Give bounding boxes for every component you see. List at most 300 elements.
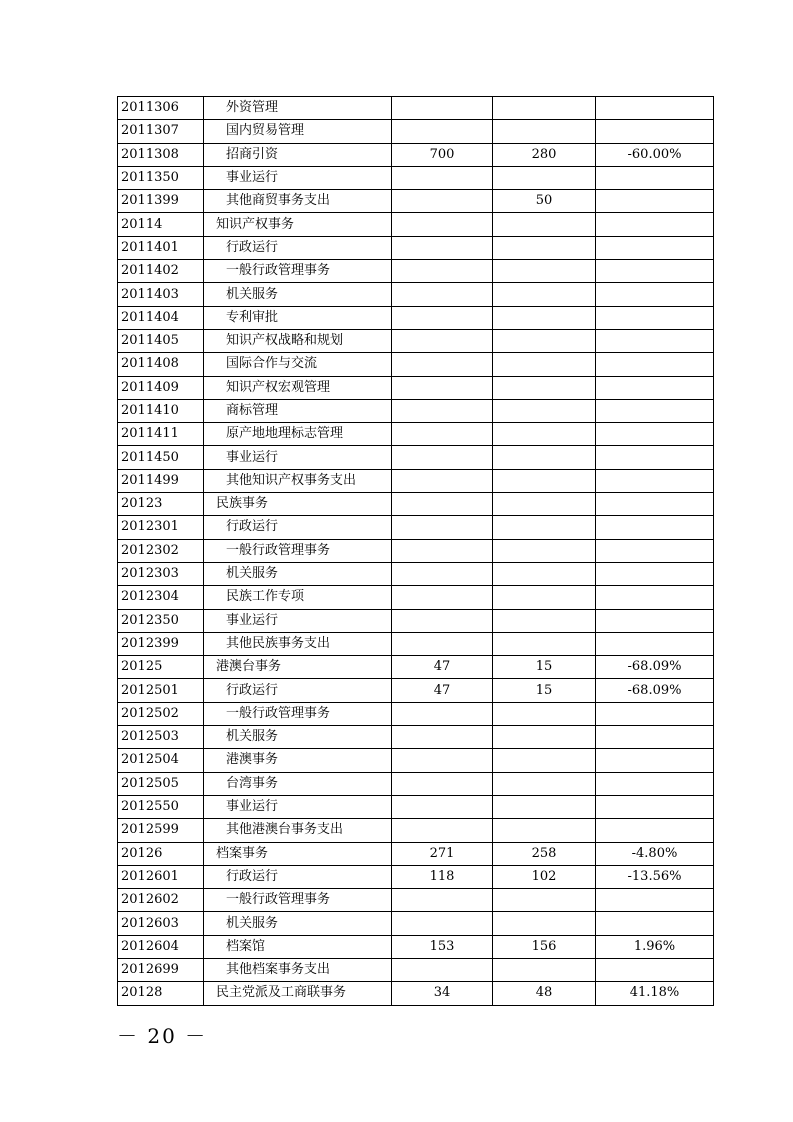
subject-name-text: 机关服务 [226, 915, 279, 931]
subject-name-cell [204, 120, 392, 143]
curr-value-cell [493, 260, 596, 283]
subject-name-text: 外资管理 [226, 100, 279, 116]
subject-name-cell [204, 982, 392, 1005]
subject-name-text: 知识产权战略和规划 [226, 333, 344, 349]
prev-value-cell [392, 213, 493, 236]
subject-name-cell [204, 912, 392, 935]
subject-name-cell [204, 819, 392, 842]
table-row [118, 260, 714, 283]
change-rate-text: -68.09% [627, 659, 682, 675]
table-row [118, 120, 714, 143]
subject-code-text: 2011402 [121, 263, 179, 279]
subject-code-cell [118, 562, 204, 585]
subject-name-cell [204, 493, 392, 516]
prev-value-cell [392, 493, 493, 516]
change-rate-cell [596, 469, 714, 492]
subject-code-text: 20123 [121, 496, 163, 512]
subject-name-text: 民族事务 [216, 496, 269, 512]
subject-code-cell [118, 97, 204, 120]
subject-code-text: 2011401 [121, 239, 179, 255]
change-rate-cell [596, 679, 714, 702]
subject-code-cell [118, 399, 204, 422]
subject-code-text: 2011404 [121, 309, 179, 325]
curr-value-cell [493, 166, 596, 189]
subject-name-cell [204, 632, 392, 655]
prev-value-cell [392, 469, 493, 492]
subject-code-text: 2012501 [121, 682, 179, 698]
prev-value-cell [392, 795, 493, 818]
table-row [118, 632, 714, 655]
subject-code-text: 2012503 [121, 729, 179, 745]
prev-value-cell [392, 260, 493, 283]
table-row [118, 423, 714, 446]
subject-name-text: 事业运行 [226, 799, 279, 815]
change-rate-cell [596, 353, 714, 376]
subject-code-text: 2012604 [121, 938, 179, 954]
change-rate-cell [596, 213, 714, 236]
subject-code-cell [118, 236, 204, 259]
curr-value-cell [493, 958, 596, 981]
change-rate-cell [596, 190, 714, 213]
subject-code-cell [118, 213, 204, 236]
change-rate-text: 41.18% [629, 985, 680, 1001]
change-rate-cell [596, 516, 714, 539]
subject-code-text: 2012505 [121, 775, 179, 791]
subject-code-cell [118, 819, 204, 842]
subject-name-text: 原产地地理标志管理 [226, 426, 344, 442]
prev-value-cell [392, 143, 493, 166]
subject-name-text: 一般行政管理事务 [226, 542, 331, 558]
subject-name-text: 其他商贸事务支出 [226, 193, 331, 209]
subject-code-cell [118, 493, 204, 516]
subject-code-cell [118, 539, 204, 562]
curr-value-cell [493, 819, 596, 842]
subject-name-cell [204, 469, 392, 492]
curr-value-cell [493, 376, 596, 399]
table-row [118, 935, 714, 958]
subject-name-cell [204, 213, 392, 236]
curr-value-cell [493, 726, 596, 749]
table-row [118, 865, 714, 888]
change-rate-cell [596, 819, 714, 842]
subject-code-text: 2011408 [121, 356, 179, 372]
subject-code-text: 2012504 [121, 752, 179, 768]
subject-name-cell [204, 97, 392, 120]
prev-value-cell [392, 772, 493, 795]
subject-code-text: 20126 [121, 845, 163, 861]
table-row [118, 469, 714, 492]
subject-code-text: 2011403 [121, 286, 179, 302]
subject-code-cell [118, 889, 204, 912]
change-rate-cell [596, 446, 714, 469]
subject-code-cell [118, 912, 204, 935]
curr-value-cell [493, 586, 596, 609]
subject-code-text: 2011399 [121, 193, 179, 209]
subject-code-cell [118, 958, 204, 981]
subject-code-cell [118, 749, 204, 772]
change-rate-cell [596, 236, 714, 259]
subject-code-text: 2012550 [121, 799, 179, 815]
subject-code-text: 2012599 [121, 822, 179, 838]
subject-name-cell [204, 865, 392, 888]
change-rate-cell [596, 865, 714, 888]
prev-value-cell [392, 539, 493, 562]
subject-name-cell [204, 772, 392, 795]
subject-code-text: 2012502 [121, 705, 179, 721]
subject-name-text: 招商引资 [226, 146, 279, 162]
prev-value-cell [392, 656, 493, 679]
change-rate-cell [596, 97, 714, 120]
subject-name-cell [204, 446, 392, 469]
subject-code-text: 2011410 [121, 403, 179, 418]
prev-value-cell [392, 423, 493, 446]
change-rate-cell [596, 749, 714, 772]
prev-value-cell [392, 562, 493, 585]
curr-value-text: 50 [535, 193, 553, 209]
prev-value-text: 118 [429, 868, 455, 884]
subject-code-text: 2011306 [121, 100, 179, 116]
subject-name-cell [204, 143, 392, 166]
page-number: － 20 － [117, 1024, 208, 1048]
prev-value-text: 34 [433, 985, 451, 1001]
prev-value-cell [392, 889, 493, 912]
table-row [118, 329, 714, 352]
subject-name-cell [204, 562, 392, 585]
prev-value-cell [392, 329, 493, 352]
change-rate-cell [596, 772, 714, 795]
change-rate-text: -13.56% [627, 868, 682, 884]
subject-name-text: 行政运行 [226, 519, 279, 535]
prev-value-cell [392, 516, 493, 539]
table-row [118, 726, 714, 749]
curr-value-cell [493, 97, 596, 120]
table-row [118, 516, 714, 539]
subject-name-cell [204, 539, 392, 562]
subject-code-cell [118, 795, 204, 818]
table-row [118, 586, 714, 609]
curr-value-cell [493, 656, 596, 679]
table-row [118, 283, 714, 306]
curr-value-cell [493, 912, 596, 935]
subject-name-text: 机关服务 [226, 729, 279, 745]
subject-name-text: 事业运行 [226, 170, 279, 186]
subject-name-text: 商标管理 [226, 403, 279, 418]
subject-code-text: 2012304 [121, 589, 179, 605]
curr-value-cell [493, 982, 596, 1005]
subject-code-cell [118, 446, 204, 469]
budget-table [117, 96, 714, 1006]
subject-code-cell [118, 423, 204, 446]
prev-value-cell [392, 609, 493, 632]
subject-name-text: 事业运行 [226, 612, 279, 628]
subject-name-text: 知识产权事务 [216, 216, 295, 232]
curr-value-cell [493, 283, 596, 306]
subject-code-text: 2011350 [121, 170, 179, 186]
subject-code-text: 2012603 [121, 915, 179, 931]
curr-value-cell [493, 516, 596, 539]
subject-name-text: 行政运行 [226, 682, 279, 698]
subject-name-cell [204, 935, 392, 958]
subject-name-text: 档案事务 [216, 845, 269, 861]
subject-code-text: 2012601 [121, 868, 179, 884]
prev-value-cell [392, 842, 493, 865]
table-row [118, 399, 714, 422]
subject-code-cell [118, 586, 204, 609]
prev-value-text: 700 [429, 146, 455, 162]
subject-name-cell [204, 399, 392, 422]
subject-code-cell [118, 632, 204, 655]
subject-code-cell [118, 865, 204, 888]
subject-name-cell [204, 329, 392, 352]
change-rate-cell [596, 609, 714, 632]
subject-code-cell [118, 726, 204, 749]
subject-name-cell [204, 166, 392, 189]
subject-name-cell [204, 423, 392, 446]
subject-name-text: 知识产权宏观管理 [226, 379, 331, 395]
curr-value-cell [493, 236, 596, 259]
table-row [118, 376, 714, 399]
table-row [118, 679, 714, 702]
curr-value-cell [493, 539, 596, 562]
subject-code-text: 2012699 [121, 962, 179, 978]
curr-value-text: 15 [535, 682, 553, 698]
prev-value-cell [392, 749, 493, 772]
subject-name-text: 港澳台事务 [216, 659, 282, 675]
curr-value-cell [493, 562, 596, 585]
curr-value-cell [493, 772, 596, 795]
curr-value-cell [493, 935, 596, 958]
subject-code-cell [118, 656, 204, 679]
change-rate-cell [596, 935, 714, 958]
subject-code-text: 2012399 [121, 635, 179, 651]
subject-name-text: 一般行政管理事务 [226, 892, 331, 908]
prev-value-cell [392, 353, 493, 376]
change-rate-cell [596, 423, 714, 446]
table-row [118, 819, 714, 842]
change-rate-cell [596, 283, 714, 306]
prev-value-text: 47 [433, 682, 451, 698]
table-row [118, 353, 714, 376]
curr-value-text: 258 [531, 845, 557, 861]
subject-code-text: 2011409 [121, 379, 179, 395]
prev-value-cell [392, 120, 493, 143]
table-row [118, 236, 714, 259]
curr-value-cell [493, 353, 596, 376]
prev-value-cell [392, 446, 493, 469]
subject-name-text: 其他民族事务支出 [226, 635, 331, 651]
subject-code-cell [118, 469, 204, 492]
prev-value-cell [392, 190, 493, 213]
subject-name-text: 其他港澳台事务支出 [226, 822, 344, 838]
subject-name-cell [204, 679, 392, 702]
curr-value-cell [493, 120, 596, 143]
subject-code-cell [118, 842, 204, 865]
curr-value-cell [493, 889, 596, 912]
curr-value-cell [493, 493, 596, 516]
table-row [118, 213, 714, 236]
prev-value-cell [392, 632, 493, 655]
table-row [118, 982, 714, 1005]
subject-code-cell [118, 935, 204, 958]
subject-code-cell [118, 609, 204, 632]
table-row [118, 772, 714, 795]
subject-name-text: 民主党派及工商联事务 [216, 985, 347, 1001]
change-rate-text: -68.09% [627, 682, 682, 698]
curr-value-cell [493, 306, 596, 329]
table-row [118, 143, 714, 166]
table-body [118, 97, 714, 1006]
subject-code-cell [118, 329, 204, 352]
curr-value-cell [493, 423, 596, 446]
prev-value-cell [392, 819, 493, 842]
subject-code-cell [118, 143, 204, 166]
change-rate-cell [596, 120, 714, 143]
change-rate-cell [596, 586, 714, 609]
subject-name-text: 国内贸易管理 [226, 123, 305, 139]
curr-value-cell [493, 795, 596, 818]
subject-name-cell [204, 726, 392, 749]
table-row [118, 306, 714, 329]
change-rate-cell [596, 982, 714, 1005]
curr-value-cell [493, 702, 596, 725]
subject-code-text: 2012602 [121, 892, 179, 908]
prev-value-text: 271 [429, 845, 455, 861]
subject-name-text: 港澳事务 [226, 752, 279, 768]
prev-value-cell [392, 958, 493, 981]
table-row [118, 166, 714, 189]
subject-name-cell [204, 190, 392, 213]
prev-value-cell [392, 912, 493, 935]
change-rate-text: -4.80% [631, 845, 678, 861]
change-rate-cell [596, 958, 714, 981]
prev-value-cell [392, 702, 493, 725]
change-rate-cell [596, 306, 714, 329]
change-rate-cell [596, 889, 714, 912]
table-row [118, 446, 714, 469]
subject-code-cell [118, 679, 204, 702]
curr-value-text: 102 [531, 868, 557, 884]
prev-value-cell [392, 306, 493, 329]
table-row [118, 958, 714, 981]
subject-name-text: 机关服务 [226, 286, 279, 302]
prev-value-cell [392, 236, 493, 259]
curr-value-cell [493, 329, 596, 352]
subject-name-text: 行政运行 [226, 239, 279, 255]
subject-code-cell [118, 306, 204, 329]
subject-name-cell [204, 749, 392, 772]
subject-name-cell [204, 516, 392, 539]
subject-name-text: 行政运行 [226, 868, 279, 884]
curr-value-cell [493, 190, 596, 213]
table-row [118, 97, 714, 120]
change-rate-cell [596, 399, 714, 422]
change-rate-cell [596, 702, 714, 725]
curr-value-cell [493, 865, 596, 888]
subject-code-cell [118, 353, 204, 376]
subject-name-text: 专利审批 [226, 309, 279, 325]
subject-name-cell [204, 842, 392, 865]
prev-value-cell [392, 726, 493, 749]
subject-code-text: 20114 [121, 216, 163, 232]
subject-name-cell [204, 656, 392, 679]
subject-code-text: 20125 [121, 659, 163, 675]
subject-name-cell [204, 889, 392, 912]
subject-name-text: 国际合作与交流 [226, 356, 318, 372]
subject-name-text: 其他档案事务支出 [226, 962, 331, 978]
subject-code-text: 2012350 [121, 612, 179, 628]
subject-code-text: 20128 [121, 985, 163, 1001]
prev-value-cell [392, 865, 493, 888]
prev-value-cell [392, 982, 493, 1005]
curr-value-text: 15 [535, 659, 553, 675]
subject-code-text: 2012302 [121, 542, 179, 558]
subject-name-text: 民族工作专项 [226, 589, 305, 605]
subject-name-text: 档案馆 [226, 938, 266, 954]
prev-value-cell [392, 679, 493, 702]
prev-value-text: 153 [429, 938, 455, 954]
subject-name-text: 一般行政管理事务 [226, 705, 331, 721]
subject-name-cell [204, 306, 392, 329]
change-rate-text: 1.96% [633, 938, 676, 954]
subject-name-cell [204, 795, 392, 818]
subject-code-text: 2011307 [121, 123, 179, 139]
curr-value-cell [493, 399, 596, 422]
prev-value-cell [392, 935, 493, 958]
subject-name-text: 一般行政管理事务 [226, 263, 331, 279]
table-row [118, 889, 714, 912]
subject-name-cell [204, 260, 392, 283]
change-rate-cell [596, 329, 714, 352]
curr-value-text: 156 [531, 938, 557, 954]
curr-value-text: 48 [535, 985, 553, 1001]
curr-value-cell [493, 446, 596, 469]
subject-code-cell [118, 982, 204, 1005]
subject-name-text: 机关服务 [226, 566, 279, 582]
curr-value-cell [493, 213, 596, 236]
subject-code-cell [118, 260, 204, 283]
subject-code-cell [118, 283, 204, 306]
prev-value-cell [392, 166, 493, 189]
table-row [118, 702, 714, 725]
subject-code-cell [118, 376, 204, 399]
subject-name-cell [204, 283, 392, 306]
subject-name-text: 事业运行 [226, 449, 279, 465]
change-rate-cell [596, 656, 714, 679]
change-rate-cell [596, 260, 714, 283]
subject-name-cell [204, 353, 392, 376]
change-rate-cell [596, 166, 714, 189]
subject-code-cell [118, 516, 204, 539]
table-row [118, 562, 714, 585]
change-rate-cell [596, 632, 714, 655]
change-rate-cell [596, 143, 714, 166]
curr-value-text: 280 [531, 146, 557, 162]
prev-value-cell [392, 376, 493, 399]
subject-code-cell [118, 702, 204, 725]
curr-value-cell [493, 609, 596, 632]
subject-code-text: 2011450 [121, 449, 179, 465]
subject-code-text: 2012301 [121, 519, 179, 535]
change-rate-cell [596, 842, 714, 865]
subject-code-cell [118, 166, 204, 189]
table-row [118, 842, 714, 865]
change-rate-cell [596, 562, 714, 585]
change-rate-cell [596, 912, 714, 935]
change-rate-cell [596, 539, 714, 562]
prev-value-cell [392, 586, 493, 609]
subject-name-cell [204, 376, 392, 399]
subject-code-text: 2011405 [121, 333, 179, 349]
